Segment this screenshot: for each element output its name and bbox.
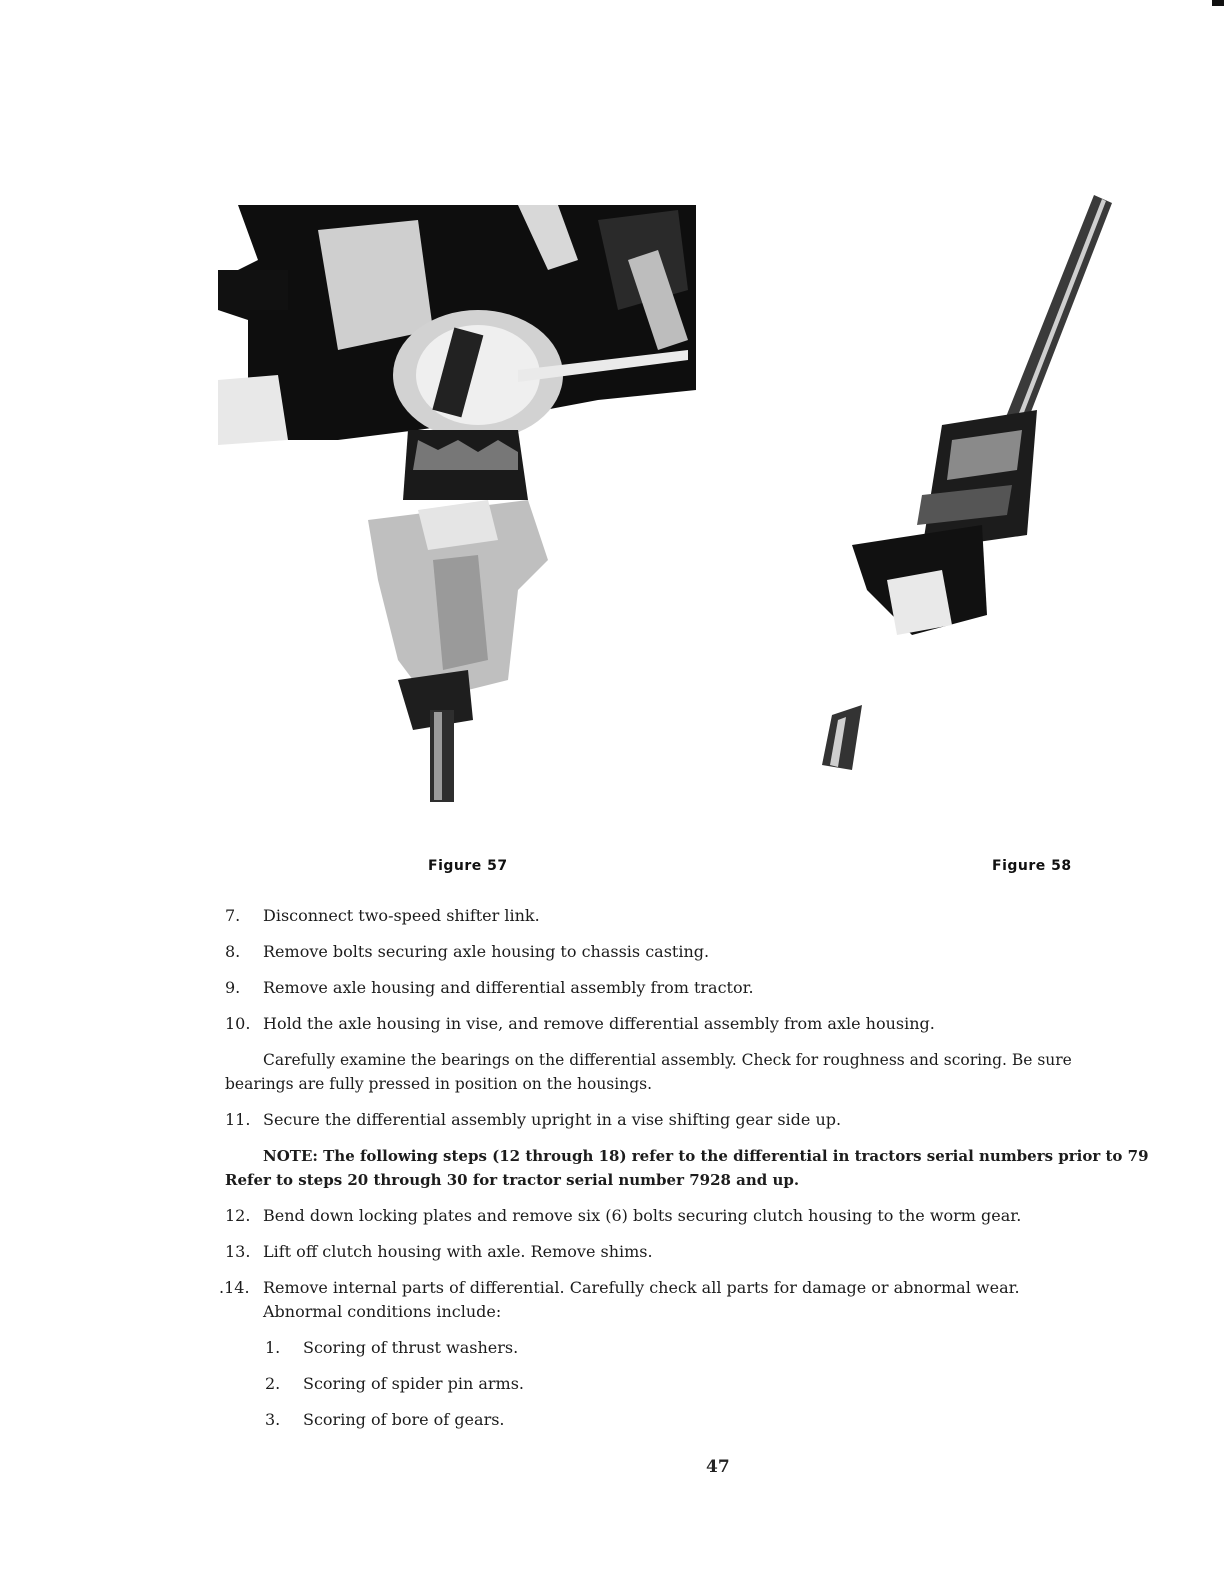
condition-text: Scoring of bore of gears. [303,1410,505,1429]
page-number: 47 [706,1457,730,1477]
step-number: 13. [225,1242,251,1261]
bearings-paragraph-line-1: Carefully examine the bearings on the differential assembly. Check for roughness and scoring. Be sure [263,1051,1072,1069]
condition-number: 1. [265,1338,281,1357]
step-text: Remove axle housing and differential assembly from tractor. [263,978,754,997]
step-text: Remove bolts securing axle housing to chassis casting. [263,942,710,961]
note-line-1: NOTE: The following steps (12 through 18) refer to the differential in tractors serial numbers prior to 79 [263,1147,1149,1165]
figure-57-photo [218,200,696,804]
figure-58-caption: Figure 58 [992,858,1072,874]
step-text: Disconnect two-speed shifter link. [263,906,540,925]
note-line-2: Refer to steps 20 through 30 for tractor serial number 7928 and up. [225,1171,800,1189]
condition-text: Scoring of spider pin arms. [303,1374,525,1393]
figure-57-caption: Figure 57 [428,858,508,874]
step-text: Lift off clutch housing with axle. Remove shims. [263,1242,653,1261]
step-number: 7. [225,906,241,925]
scan-corner-mark [1212,0,1224,6]
step-text: Hold the axle housing in vise, and remove differential assembly from axle housing. [263,1014,935,1033]
step-number: 8. [225,942,241,961]
condition-number: 2. [265,1374,281,1393]
condition-text: Scoring of thrust washers. [303,1338,519,1357]
step-number: 9. [225,978,241,997]
step-number: .14. [219,1278,250,1297]
figure-58-photo [812,195,1122,780]
step-number: 11. [225,1110,251,1129]
step-text: Bend down locking plates and remove six (6) bolts securing clutch housing to the worm gear. [263,1206,1022,1225]
bearings-paragraph-line-2: bearings are fully pressed in position on the housings. [225,1075,652,1093]
step-number: 10. [225,1014,251,1033]
condition-number: 3. [265,1410,281,1429]
step-text-line-1: Remove internal parts of differential. Carefully check all parts for damage or abnormal wear. [263,1278,1020,1297]
step-number: 12. [225,1206,251,1225]
step-text: Secure the differential assembly upright in a vise shifting gear side up. [263,1110,842,1129]
step-text-line-2: Abnormal conditions include: [263,1302,502,1321]
